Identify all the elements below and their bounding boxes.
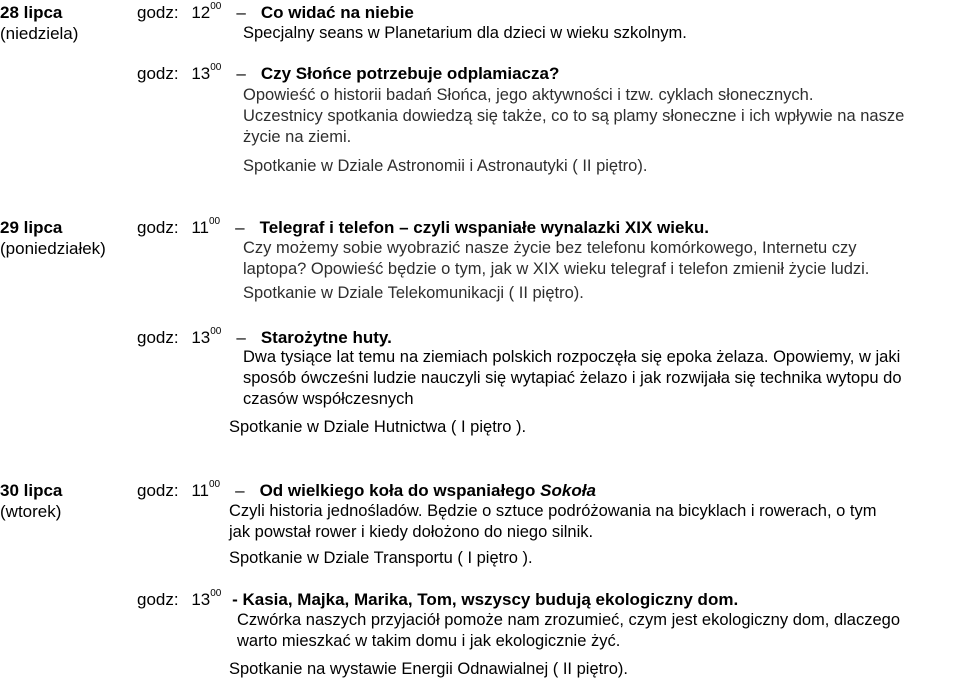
event-hour: 11 [191, 481, 209, 500]
godz-label: godz: [137, 3, 179, 22]
event-location: Spotkanie w Dziale Transportu ( I piętro ). [229, 549, 533, 567]
event-minutes: 00 [210, 588, 222, 599]
godz-label: godz: [137, 481, 179, 500]
event-location: Spotkanie w Dziale Astronomii i Astronautyki ( II piętro). [243, 157, 648, 175]
day-date: 30 lipca [0, 481, 63, 500]
event-desc-line: Uczestnicy spotkania dowiedzą się także, co to są plamy słoneczne i ich wpływie na nasze [243, 107, 905, 125]
event-title: Co widać na niebie [260, 3, 414, 22]
event-header: godz: $12^{00}$ – Co widać na niebie [137, 1, 414, 22]
event-desc-line: jak powstał rower i kiedy dołożono do niego silnik. [229, 523, 594, 541]
event-title: Starożytne huty. [260, 328, 392, 347]
event-desc-line: Opowieść o historii badań Słońca, jego aktywności i tzw. cyklach słonecznych. [243, 86, 814, 104]
event-desc-line: Dwa tysiące lat temu na ziemiach polskich rozpoczęła się epoka żelaza. Opowiemy, w jaki [243, 348, 901, 366]
day-date: 28 lipca [0, 3, 63, 22]
event-hour: 12 [191, 3, 211, 22]
event-minutes: 00 [210, 326, 222, 337]
event-minutes: 00 [208, 216, 221, 227]
godz-label: godz: [137, 64, 179, 83]
event-title: Telegraf i telefon – czyli wspaniałe wynalazki XIX wieku. [259, 218, 709, 237]
event-minutes: 00 [210, 1, 222, 12]
event-title: Czy Słońce potrzebuje odplamiacza? [260, 64, 560, 83]
event-desc-line: Specjalny seans w Planetarium dla dzieci w wieku szkolnym. [243, 24, 687, 42]
event-header: godz: $13^{00}$ – Starożytne huty. [137, 326, 392, 347]
day-weekday: (niedziela) [0, 24, 79, 43]
event-desc-line: Czy możemy sobie wyobrazić nasze życie bez telefonu komórkowego, Internetu czy [243, 239, 857, 257]
event-minutes: 00 [208, 479, 221, 490]
event-hour: 11 [191, 218, 209, 237]
event-header [137, 590, 738, 610]
godz-label: godz: [137, 328, 179, 347]
event-hour: 13 [191, 590, 211, 609]
godz-label: godz: [137, 218, 179, 237]
event-header: godz: $13^{00}$ – Czy Słońce potrzebuje odplamiacza? [137, 62, 560, 83]
event-title: - Kasia, Majka, Marika, Tom, wszyscy budują ekologiczny dom. [232, 590, 739, 609]
event-hour: 13 [191, 328, 211, 347]
event-header: godz: $11^{00}$ – Od wielkiego koła do wspaniałego Sokoła [137, 479, 596, 500]
event-minutes: 00 [210, 62, 222, 73]
event-title-italic: Sokoła [540, 481, 596, 500]
event-location: Spotkanie w Dziale Telekomunikacji ( II piętro). [243, 284, 584, 302]
event-desc-line: laptopa? Opowieść będzie o tym, jak w XIX wieku telegraf i telefon zmienił życie ludzi. [243, 260, 870, 278]
event-location: Spotkanie w Dziale Hutnictwa ( I piętro ). [229, 418, 527, 436]
event-desc-line: warto mieszkać w takim domu i jak ekologicznie żyć. [237, 632, 621, 650]
event-hour: 13 [191, 64, 211, 83]
day-weekday: (wtorek) [0, 502, 62, 521]
event-desc-line: Czyli historia jednośladów. Będzie o sztuce podróżowania na bicyklach i rowerach, o tym [229, 502, 877, 520]
event-location: Spotkanie na wystawie Energii Odnawialnej ( II piętro). [229, 660, 628, 678]
event-desc-line: Czwórka naszych przyjaciół pomoże nam zrozumieć, czym jest ekologiczny dom, dlaczego [237, 611, 901, 629]
day-date: 29 lipca [0, 218, 63, 237]
event-desc-line: życie na ziemi. [243, 128, 352, 146]
event-desc-line: sposób ówcześni ludzie nauczyli się wytapiać żelazo i jak rozwijała się technika wytopu do [243, 369, 902, 387]
event-title: Od wielkiego koła do wspaniałego [259, 481, 536, 500]
event-desc-line: czasów współczesnych [243, 390, 414, 408]
godz-label: godz: [137, 590, 179, 609]
event-header: godz: $11^{00}$ – Telegraf i telefon – czyli wspaniałe wynalazki XIX wieku. [137, 216, 709, 237]
day-weekday: (poniedziałek) [0, 239, 106, 258]
